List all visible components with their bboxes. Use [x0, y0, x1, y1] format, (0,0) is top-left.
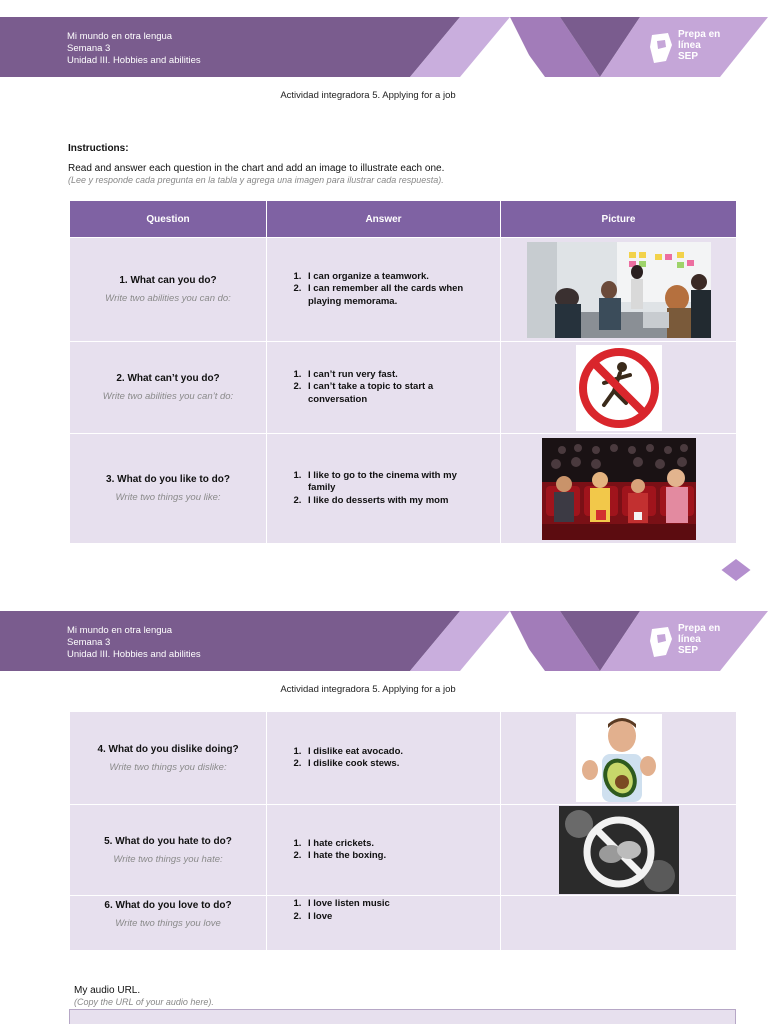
question-text: 5. What do you hate to do?: [104, 835, 232, 847]
audio-url-hint: (Copy the URL of your audio here).: [74, 997, 214, 1007]
header-banner: [0, 17, 768, 77]
week-label: Semana 3: [67, 637, 111, 648]
question-text: 2. What can’t you do?: [116, 373, 220, 384]
answer-cell: [267, 896, 501, 951]
question-hint: Write two abilities you can’t do:: [102, 391, 234, 402]
audio-url-field[interactable]: [69, 1009, 736, 1024]
answer-list: [304, 470, 500, 508]
question-hint: Write two things you like:: [115, 492, 221, 503]
cinema-audience-photo: [542, 438, 696, 540]
unit-label: Unidad III. Hobbies and abilities: [67, 55, 201, 66]
question-table-2: [69, 711, 737, 951]
list-item: 2. I like do desserts with my mom: [304, 495, 486, 508]
table-row: [70, 896, 737, 951]
question-hint: Write two abilities you can do:: [105, 293, 231, 304]
column-header: Picture: [501, 201, 737, 238]
activity-title: Actividad integradora 5. Applying for a job: [280, 90, 456, 101]
answer-cell: [267, 434, 501, 544]
answer-cell: [267, 238, 501, 342]
list-item: 1. I can organize a teamwork.: [304, 271, 486, 284]
question-table-1: [69, 200, 737, 544]
picture-cell: [501, 805, 737, 896]
week-label: Semana 3: [67, 43, 111, 54]
table-row: [70, 805, 737, 896]
picture-cell: [501, 712, 737, 805]
answer-list: [304, 369, 500, 407]
column-header: Question: [70, 201, 267, 238]
logo-icon: [648, 31, 676, 65]
answer-cell: [267, 712, 501, 805]
question-hint: Write two things you dislike:: [109, 761, 227, 773]
question-text: 4. What do you dislike doing?: [97, 743, 239, 755]
course-info: [67, 625, 201, 661]
no-running-sign: [576, 345, 662, 431]
question-text: 3. What do you like to do?: [106, 474, 230, 485]
answer-list: [304, 271, 500, 309]
table-row: [70, 238, 737, 342]
activity-title: Actividad integradora 5. Applying for a job: [280, 684, 456, 695]
answer-cell: [267, 342, 501, 434]
instructions-translation: (Lee y responde cada pregunta en la tabla y agrega una imagen para ilustrar cada respuesta).: [68, 175, 444, 185]
question-text: 1. What can you do?: [119, 275, 217, 286]
list-item: 1. I dislike eat avocado.: [304, 746, 486, 759]
man-rejecting-avocado-photo: [576, 714, 662, 802]
table-row: [70, 434, 737, 544]
prepa-en-linea-logo: Prepa en línea SEP: [648, 25, 728, 69]
table-row: [70, 342, 737, 434]
list-item: 2. I love: [304, 911, 486, 924]
question-hint: Write two things you hate:: [113, 853, 223, 865]
instructions-text: Read and answer each question in the chart and add an image to illustrate each one.: [68, 163, 445, 174]
picture-cell: [501, 342, 737, 434]
instructions-heading: Instructions:: [68, 143, 129, 154]
question-cell: [70, 238, 267, 342]
column-header: Answer: [267, 201, 501, 238]
list-item: 1. I like to go to the cinema with my family: [304, 470, 486, 495]
picture-cell: [501, 238, 737, 342]
list-item: 1. I hate crickets.: [304, 838, 486, 851]
table-header-row: [70, 201, 737, 238]
page-decoration: [721, 559, 750, 581]
course-name: Mi mundo en otra lengua: [67, 31, 173, 42]
question-cell: [70, 434, 267, 544]
question-cell: [70, 712, 267, 805]
list-item: 1. I love listen music: [304, 898, 486, 911]
table-row: [70, 712, 737, 805]
prepa-en-linea-logo: Prepa en línea SEP: [648, 619, 728, 663]
list-item: 2. I dislike cook stews.: [304, 758, 486, 771]
question-cell: [70, 342, 267, 434]
picture-cell[interactable]: [501, 896, 737, 951]
unit-label: Unidad III. Hobbies and abilities: [67, 649, 201, 660]
picture-cell: [501, 434, 737, 544]
logo-icon: [648, 625, 676, 659]
question-cell: [70, 896, 267, 951]
no-boxing-sign-photo: [559, 806, 679, 894]
question-cell: [70, 805, 267, 896]
answer-list: [304, 838, 500, 863]
header-banner: [0, 611, 768, 671]
office-teamwork-photo: [527, 242, 711, 338]
list-item: 1. I can’t run very fast.: [304, 369, 486, 382]
list-item: 2. I can remember all the cards when playing memorama.: [304, 283, 486, 308]
answer-list: [304, 746, 500, 771]
list-item: 2. I can’t take a topic to start a conversation: [304, 381, 486, 406]
list-item: 2. I hate the boxing.: [304, 850, 486, 863]
question-hint: Write two things you love: [115, 918, 221, 929]
audio-url-label: My audio URL.: [74, 985, 141, 996]
answer-cell: [267, 805, 501, 896]
question-text: 6. What do you love to do?: [104, 900, 232, 911]
course-info: [67, 31, 201, 67]
answer-list: [304, 898, 500, 923]
course-name: Mi mundo en otra lengua: [67, 625, 173, 636]
